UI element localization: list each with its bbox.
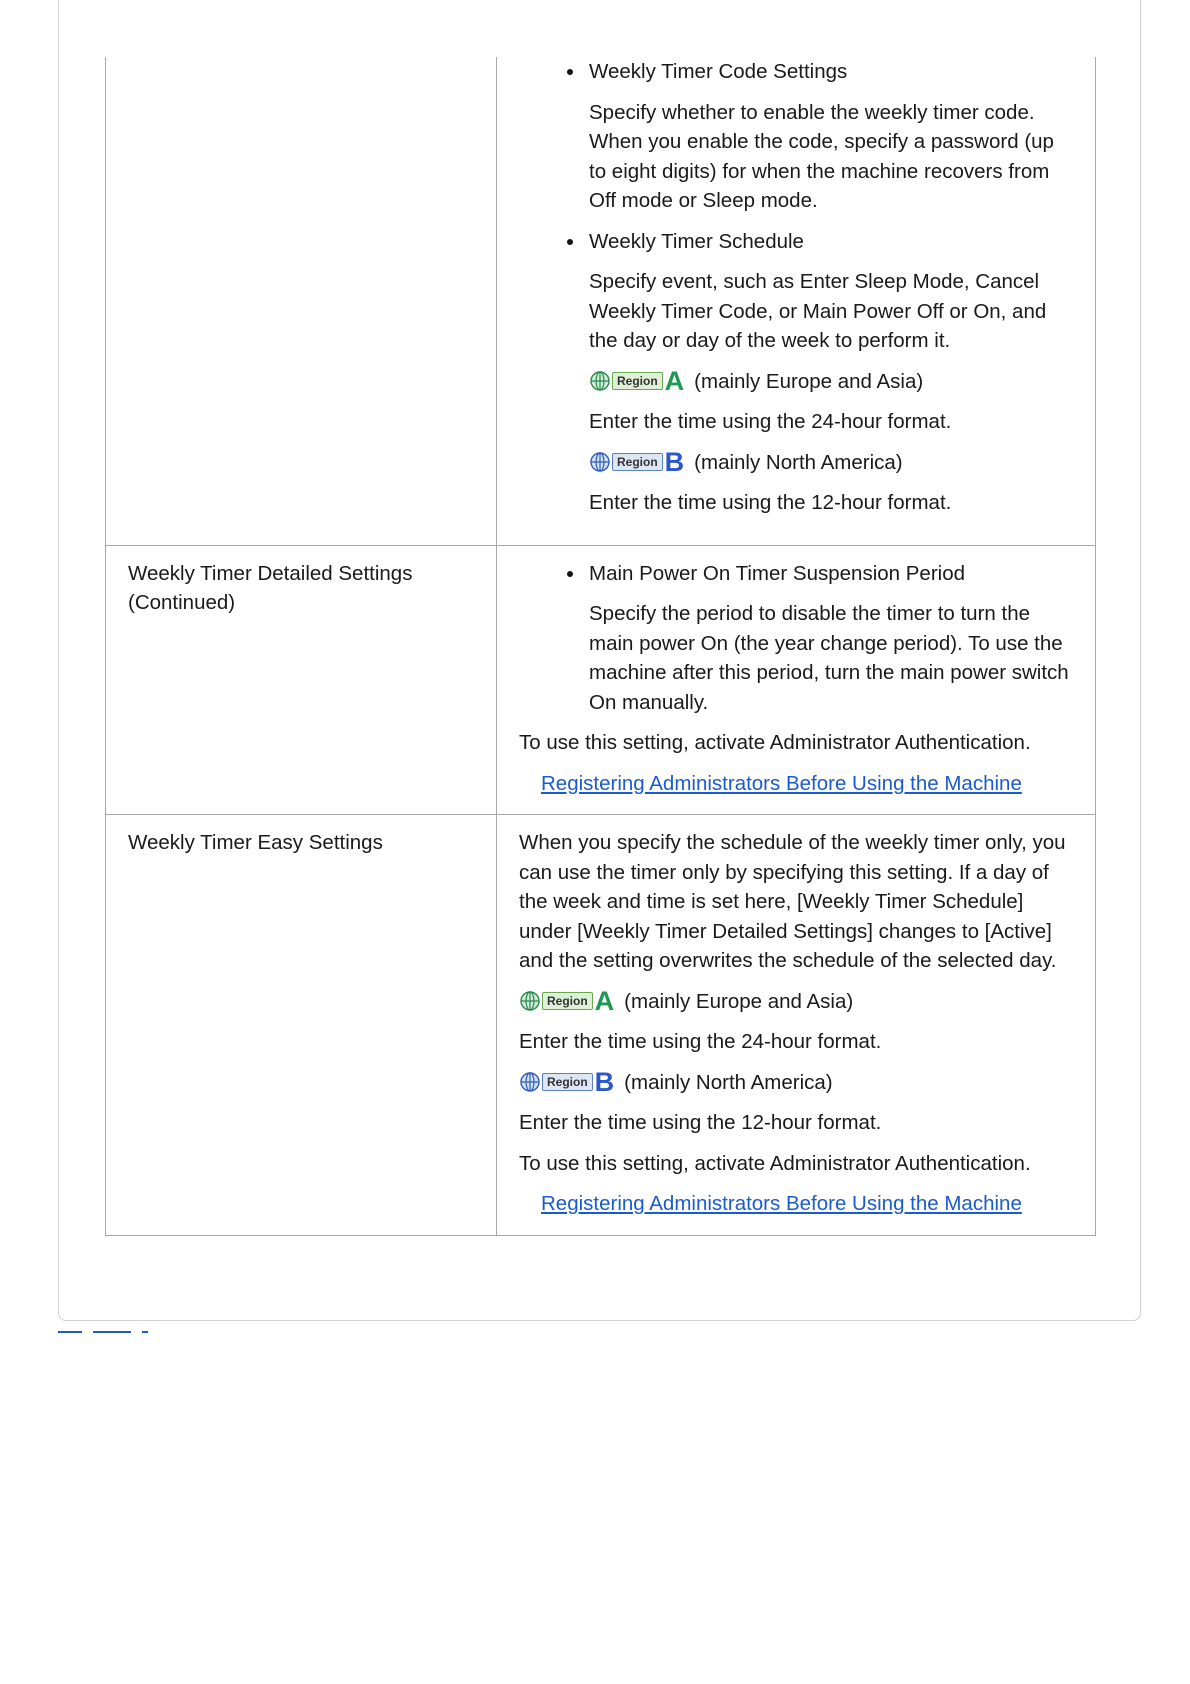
footer-nav-links bbox=[58, 1331, 159, 1349]
table-row bbox=[106, 57, 1096, 545]
bullet-description: Specify event, such as Enter Sleep Mode, Cancel Weekly Timer Code, or Main Power Off or On, and the day or day of the week to perform it. bbox=[589, 270, 1047, 352]
footer-link[interactable] bbox=[58, 1331, 82, 1333]
region-a-note: (mainly Europe and Asia) bbox=[624, 989, 854, 1013]
admin-auth-note: To use this setting, activate Administrator Authentication. bbox=[519, 731, 1031, 754]
region-b-badge bbox=[589, 446, 685, 477]
setting-description: When you specify the schedule of the weekly timer only, you can use the timer only by specifying this setting. If a day of the week and time is set here, [Weekly Timer Schedule] under [Weekly Timer Detailed Settings] changes to [Active] and the setting overwrites the schedule of the selected day. bbox=[519, 831, 1066, 972]
region-b-note: (mainly North America) bbox=[624, 1070, 833, 1094]
footer-link[interactable] bbox=[142, 1331, 148, 1333]
setting-name-cell bbox=[106, 545, 497, 815]
region-a-text: Enter the time using the 24-hour format. bbox=[589, 410, 952, 433]
globe-icon bbox=[589, 451, 611, 473]
bullet-title: Weekly Timer Schedule bbox=[589, 227, 1073, 257]
bullet-title: Main Power On Timer Suspension Period bbox=[589, 559, 1073, 589]
region-b-note: (mainly North America) bbox=[694, 450, 903, 474]
footer-link[interactable] bbox=[93, 1331, 131, 1333]
list-item bbox=[589, 559, 1073, 718]
region-a-line bbox=[589, 367, 1073, 397]
setting-description-cell bbox=[497, 57, 1096, 545]
region-letter: A bbox=[664, 365, 685, 396]
region-b-text: Enter the time using the 12-hour format. bbox=[519, 1111, 882, 1134]
setting-name: Weekly Timer Detailed Settings (Continued) bbox=[128, 561, 413, 614]
setting-description-cell bbox=[497, 545, 1096, 815]
setting-name-cell bbox=[106, 57, 497, 545]
region-letter: B bbox=[594, 1066, 615, 1097]
setting-description-cell bbox=[497, 815, 1096, 1236]
table-row bbox=[106, 545, 1096, 815]
region-b-line bbox=[519, 1068, 1073, 1098]
list-item bbox=[589, 57, 1073, 216]
region-b-badge bbox=[519, 1066, 615, 1097]
region-a-note: (mainly Europe and Asia) bbox=[694, 369, 924, 393]
bullet-description: Specify the period to disable the timer to turn the main power On (the year change period). To use the machine after this period, turn the main power switch On manually. bbox=[589, 602, 1069, 714]
globe-icon bbox=[519, 1071, 541, 1093]
region-letter: B bbox=[664, 446, 685, 477]
region-a-text: Enter the time using the 24-hour format. bbox=[519, 1030, 882, 1053]
bullet-description: Specify whether to enable the weekly timer code. When you enable the code, specify a password (up to eight digits) for when the machine recovers from Off mode or Sleep mode. bbox=[589, 100, 1054, 212]
registering-administrators-link[interactable]: Registering Administrators Before Using the Machine bbox=[541, 1192, 1022, 1215]
region-label: Region bbox=[612, 453, 663, 471]
region-a-badge bbox=[589, 365, 685, 396]
table-row bbox=[106, 815, 1096, 1236]
region-label: Region bbox=[542, 992, 593, 1010]
registering-administrators-link[interactable]: Registering Administrators Before Using the Machine bbox=[541, 771, 1022, 795]
list-item bbox=[589, 227, 1073, 518]
region-b-line bbox=[589, 448, 1073, 478]
region-label: Region bbox=[542, 1073, 593, 1091]
region-letter: A bbox=[594, 985, 615, 1016]
setting-name: Weekly Timer Easy Settings bbox=[128, 831, 383, 854]
region-a-badge bbox=[519, 985, 615, 1016]
globe-icon bbox=[589, 370, 611, 392]
setting-name-cell bbox=[106, 815, 497, 1236]
bullet-title: Weekly Timer Code Settings bbox=[589, 57, 1073, 87]
region-a-line bbox=[519, 987, 1073, 1017]
region-b-text: Enter the time using the 12-hour format. bbox=[589, 491, 952, 514]
region-label: Region bbox=[612, 372, 663, 390]
settings-table bbox=[105, 57, 1096, 1236]
globe-icon bbox=[519, 990, 541, 1012]
admin-auth-note: To use this setting, activate Administrator Authentication. bbox=[519, 1151, 1031, 1175]
